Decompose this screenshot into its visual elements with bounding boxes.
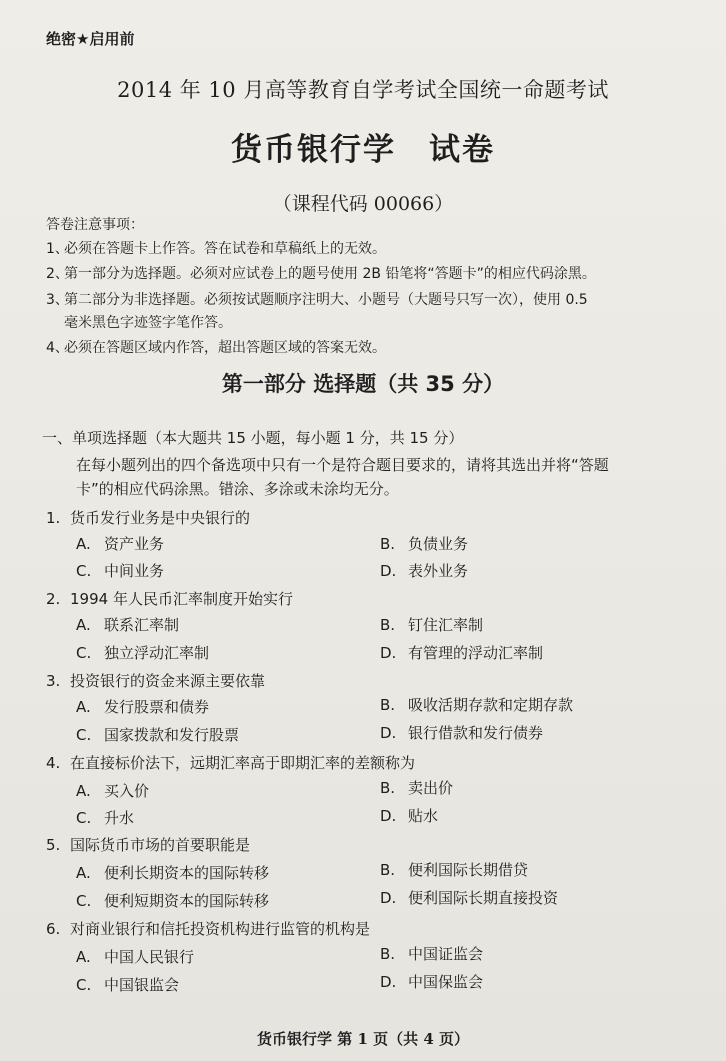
question-stem — [46, 670, 265, 691]
note-item — [46, 337, 386, 357]
option-letter: D. — [380, 724, 397, 742]
option-letter: D. — [380, 562, 397, 580]
option-letter: B. — [380, 861, 396, 879]
option-text: 买入价 — [104, 782, 150, 800]
question-number: 1. — [46, 509, 61, 527]
option-text: 独立浮动汇率制 — [104, 644, 210, 662]
subject-title: 货币银行学 试卷 — [231, 132, 495, 168]
section-instructions: 在每小题列出的四个备选项中只有一个是符合题目要求的，请将其选出并将“答题 — [76, 456, 609, 474]
option-a — [76, 614, 179, 635]
question-text: 在直接标价法下，远期汇率高于即期汇率的差额称为 — [70, 754, 416, 772]
question-text: 1994 年人民币汇率制度开始实行 — [70, 590, 293, 608]
question-stem — [46, 918, 370, 939]
option-b — [380, 859, 528, 880]
question-number: 5. — [46, 836, 61, 854]
page-footer: 货币银行学 第 1 页（共 4 页） — [257, 1030, 469, 1048]
option-text: 便利短期资本的国际转移 — [104, 892, 270, 910]
option-letter: A. — [76, 864, 91, 882]
option-a — [76, 780, 149, 801]
question-stem — [46, 588, 293, 609]
question-stem — [46, 507, 250, 528]
option-d — [380, 560, 468, 581]
option-text: 钉住汇率制 — [408, 616, 484, 634]
section-heading: 一、单项选择题（本大题共 15 小题，每小题 1 分，共 15 分） — [42, 429, 464, 447]
option-letter: A. — [76, 948, 91, 966]
option-b — [380, 614, 483, 635]
option-b — [380, 943, 483, 964]
option-letter: A. — [76, 782, 91, 800]
note-text-continued: 毫米黑色字迹签字笔作答。 — [64, 315, 232, 331]
notes-heading: 答卷注意事项： — [46, 217, 144, 233]
question-text: 货币发行业务是中央银行的 — [70, 509, 251, 527]
note-number: 1、 — [46, 241, 69, 257]
option-d — [380, 887, 558, 908]
option-b — [380, 694, 573, 715]
question-stem — [46, 752, 415, 773]
note-item — [46, 263, 596, 283]
option-text: 中国证监会 — [408, 945, 484, 963]
option-text: 卖出价 — [408, 779, 454, 797]
option-text: 负债业务 — [408, 535, 469, 553]
option-text: 国家拨款和发行股票 — [104, 726, 240, 744]
option-letter: D. — [380, 889, 397, 907]
option-text: 便利国际长期直接投资 — [408, 889, 559, 907]
option-text: 发行股票和债券 — [104, 698, 210, 716]
option-text: 贴水 — [408, 807, 439, 825]
option-c — [76, 724, 239, 745]
note-item — [46, 238, 386, 258]
option-letter: B. — [380, 535, 396, 553]
option-letter: C. — [76, 892, 92, 910]
option-text: 吸收活期存款和定期存款 — [408, 696, 574, 714]
option-text: 中国保监会 — [408, 973, 484, 991]
note-text: 必须在答题区域内作答，超出答题区域的答案无效。 — [64, 340, 386, 356]
note-text: 第二部分为非选择题。必须按试题顺序注明大、小题号（大题号只写一次），使用 0.5 — [64, 292, 588, 308]
option-letter: C. — [76, 726, 92, 744]
option-text: 中间业务 — [104, 562, 165, 580]
option-letter: C. — [76, 809, 92, 827]
option-d — [380, 642, 543, 663]
option-a — [76, 533, 164, 554]
note-number: 4、 — [46, 340, 69, 356]
option-d — [380, 722, 543, 743]
note-text: 第一部分为选择题。必须对应试卷上的题号使用 2B 铅笔将“答题卡”的相应代码涂黑。 — [64, 266, 596, 282]
option-letter: D. — [380, 807, 397, 825]
option-d — [380, 805, 438, 826]
option-letter: B. — [380, 616, 396, 634]
note-number: 2、 — [46, 266, 69, 282]
option-text: 便利国际长期借贷 — [408, 861, 529, 879]
part-title: 第一部分 选择题（共 35 分） — [221, 372, 505, 396]
question-text: 对商业银行和信托投资机构进行监管的机构是 — [70, 920, 371, 938]
question-text: 国际货币市场的首要职能是 — [70, 836, 251, 854]
note-text: 必须在答题卡上作答。答在试卷和草稿纸上的无效。 — [64, 241, 386, 257]
option-letter: D. — [380, 644, 397, 662]
exam-title: 2014 年 10 月高等教育自学考试全国统一命题考试 — [117, 78, 609, 102]
option-text: 银行借款和发行债券 — [408, 724, 544, 742]
option-letter: A. — [76, 535, 91, 553]
option-a — [76, 696, 209, 717]
question-stem — [46, 834, 250, 855]
option-d — [380, 971, 483, 992]
note-number: 3、 — [46, 292, 69, 308]
option-a — [76, 862, 269, 883]
question-number: 4. — [46, 754, 61, 772]
option-c — [76, 560, 164, 581]
question-number: 2. — [46, 590, 61, 608]
option-text: 中国人民银行 — [104, 948, 195, 966]
question-number: 3. — [46, 672, 61, 690]
option-c — [76, 974, 179, 995]
option-b — [380, 777, 453, 798]
option-letter: C. — [76, 562, 92, 580]
option-text: 升水 — [104, 809, 135, 827]
secret-label: 绝密★启用前 — [46, 30, 135, 48]
option-c — [76, 807, 134, 828]
option-text: 便利长期资本的国际转移 — [104, 864, 270, 882]
option-letter: C. — [76, 976, 92, 994]
option-letter: C. — [76, 644, 92, 662]
question-number: 6. — [46, 920, 61, 938]
option-letter: D. — [380, 973, 397, 991]
option-text: 有管理的浮动汇率制 — [408, 644, 544, 662]
option-letter: B. — [380, 696, 396, 714]
option-letter: B. — [380, 945, 396, 963]
option-text: 中国银监会 — [104, 976, 180, 994]
option-text: 资产业务 — [104, 535, 165, 553]
option-letter: A. — [76, 698, 91, 716]
option-c — [76, 642, 209, 663]
option-letter: B. — [380, 779, 396, 797]
option-b — [380, 533, 468, 554]
note-item — [46, 289, 588, 309]
section-instructions-continued: 卡”的相应代码涂黑。错涂、多涂或未涂均无分。 — [76, 480, 399, 498]
option-c — [76, 890, 269, 911]
option-text: 表外业务 — [408, 562, 469, 580]
question-text: 投资银行的资金来源主要依靠 — [70, 672, 266, 690]
option-letter: A. — [76, 616, 91, 634]
option-text: 联系汇率制 — [104, 616, 180, 634]
option-a — [76, 946, 194, 967]
course-code: （课程代码 00066） — [272, 193, 454, 215]
